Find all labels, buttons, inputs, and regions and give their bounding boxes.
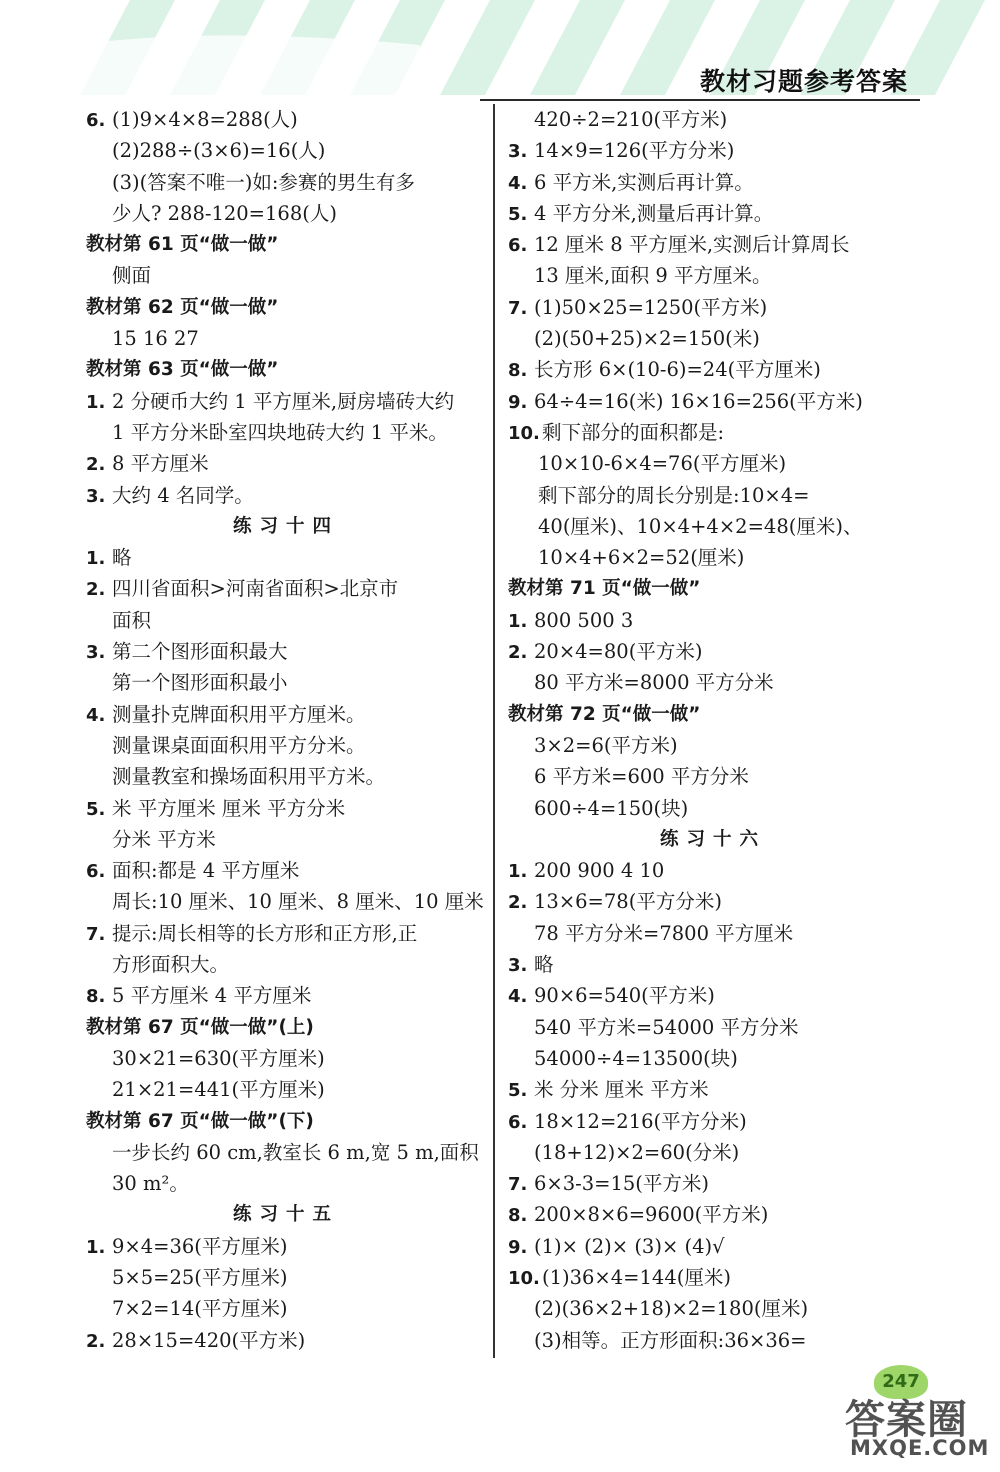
answer-line [86, 1043, 486, 1074]
answer-text: 800 500 3 [534, 608, 634, 632]
answer-line [86, 448, 486, 479]
answer-line [508, 605, 918, 636]
answer-text: 3×2=6(平方米) [534, 733, 678, 757]
answer-line [508, 386, 918, 417]
question-number: 3. [508, 141, 528, 163]
answer-text: 5 平方厘米 4 平方厘米 [112, 984, 312, 1008]
question-number: 1. [86, 391, 106, 413]
answer-text: 8 平方厘米 [112, 452, 209, 476]
answer-text: 14×9=126(平方分米) [534, 139, 735, 163]
answer-line [86, 605, 486, 636]
answer-text: 长方形 6×(10-6)=24(平方厘米) [534, 358, 821, 382]
answer-text: 面积 [112, 608, 152, 632]
left-answer-column [86, 104, 486, 1356]
question-number: 2. [508, 642, 528, 664]
question-number: 6. [508, 1111, 528, 1133]
answer-line [86, 1137, 486, 1168]
answer-text: 78 平方分米=7800 平方厘米 [534, 921, 794, 945]
answer-text: 13 厘米,面积 9 平方厘米。 [534, 264, 772, 288]
watermark-url: MXQE.COM [850, 1436, 990, 1460]
question-number: 3. [86, 642, 106, 664]
answer-text: 64÷4=16(米) 16×16=256(平方米) [534, 389, 863, 413]
exercise-title: 练习十五 [232, 1204, 339, 1226]
answer-line [508, 1106, 918, 1137]
answer-text: 剩下部分的面积都是: [542, 420, 725, 444]
column-divider [493, 104, 495, 1358]
answer-line [86, 855, 486, 886]
answer-text: 方形面积大。 [112, 953, 230, 977]
question-number: 1. [86, 1236, 106, 1258]
answer-line [508, 918, 918, 949]
answer-text: 13×6=78(平方分米) [534, 890, 722, 914]
question-number: 3. [86, 485, 106, 507]
question-number: 1. [86, 548, 106, 570]
answer-line [508, 761, 918, 792]
answer-line [508, 1012, 918, 1043]
answer-line [86, 667, 486, 698]
answer-line [86, 980, 486, 1011]
answer-line [86, 104, 486, 135]
answer-text: 6 平方米,实测后再计算。 [534, 170, 754, 194]
answer-text: (1)9×4×8=288(人) [112, 108, 298, 131]
question-number: 5. [508, 203, 528, 225]
answer-line [508, 229, 918, 260]
answer-line [86, 1262, 486, 1293]
header-title: 教材习题参考答案 [699, 67, 908, 96]
answer-text: 420÷2=210(平方米) [534, 108, 728, 131]
answer-line [508, 135, 918, 166]
question-number: 1. [508, 610, 528, 632]
question-number: 2. [86, 579, 106, 601]
answer-text: 剩下部分的周长分别是:10×4= [538, 483, 810, 507]
answer-line [508, 323, 918, 354]
answer-line [508, 1293, 918, 1324]
answer-text: (2)(50+25)×2=150(米) [534, 327, 760, 351]
answer-text: 提示:周长相等的长方形和正方形,正 [112, 921, 418, 945]
answer-text: 10×10-6×4=76(平方厘米) [538, 452, 787, 476]
answer-line [508, 1043, 918, 1074]
answer-line [86, 542, 486, 573]
answer-text: 第一个图形面积最小 [112, 671, 288, 695]
question-number: 2. [86, 454, 106, 476]
question-number: 4. [508, 172, 528, 194]
answer-text: (3)相等。正方形面积:36×36= [534, 1328, 807, 1352]
answer-text: 90×6=540(平方米) [534, 984, 715, 1008]
answer-line [508, 730, 918, 761]
answer-text: 6×3-3=15(平方米) [534, 1172, 710, 1196]
answer-line [508, 855, 918, 886]
answer-line [86, 1325, 486, 1356]
question-number: 2. [86, 1330, 106, 1352]
question-number: 4. [86, 704, 106, 726]
question-number: 6. [508, 235, 528, 257]
question-number: 5. [508, 1080, 528, 1102]
answer-text: 四川省面积>河南省面积>北京市 [112, 577, 399, 601]
answer-line [508, 292, 918, 323]
answer-text: (1)50×25=1250(平方米) [534, 295, 768, 319]
answer-text: (2)(36×2+18)×2=180(厘米) [534, 1297, 809, 1321]
answer-line [508, 1262, 918, 1293]
answer-line [508, 636, 918, 667]
answer-text: 略 [534, 953, 554, 977]
answer-text: 分米 平方米 [112, 827, 216, 851]
answer-line [508, 448, 918, 479]
answer-text: 一步长约 60 cm,教室长 6 m,宽 5 m,面积 [112, 1140, 479, 1164]
answer-text: (1)36×4=144(厘米) [542, 1265, 731, 1289]
exercise-title: 练习十六 [659, 828, 766, 850]
answer-line [508, 1231, 918, 1262]
answer-line [508, 949, 918, 980]
watermark-logo-text: 答案圈 [845, 1397, 968, 1443]
question-number: 1. [508, 861, 528, 883]
answer-line [508, 480, 918, 511]
answer-line [508, 1199, 918, 1230]
question-number: 8. [86, 986, 106, 1008]
answer-text: 第二个图形面积最大 [112, 640, 288, 664]
question-number: 10. [508, 1267, 540, 1289]
answer-text: 测量扑克牌面积用平方厘米。 [112, 702, 366, 726]
question-number: 9. [508, 1236, 528, 1258]
answer-text: 40(厘米)、10×4+4×2=48(厘米)、 [538, 514, 863, 538]
answer-text: 600÷4=150(块) [534, 796, 689, 820]
answer-line [508, 198, 918, 229]
answer-line [86, 886, 486, 917]
answer-text: 15 16 27 [112, 327, 199, 351]
answer-text: 18×12=216(平方分米) [534, 1109, 747, 1133]
answer-text: 200 900 4 10 [534, 859, 665, 883]
answer-text: 9×4=36(平方厘米) [112, 1234, 288, 1258]
answer-line [86, 1293, 486, 1324]
answer-line [86, 1231, 486, 1262]
answer-line [86, 260, 486, 291]
answer-line [86, 417, 486, 448]
answer-text: 略 [112, 546, 132, 570]
answer-line [508, 417, 918, 448]
answer-text: 侧面 [112, 264, 152, 288]
answer-line [86, 1074, 486, 1105]
answer-text: 5×5=25(平方厘米) [112, 1265, 288, 1289]
answer-line [86, 949, 486, 980]
answer-line [86, 793, 486, 824]
answer-text: 7×2=14(平方厘米) [112, 1297, 288, 1321]
answer-line [508, 104, 918, 135]
answer-line [86, 730, 486, 761]
section-heading: 教材第 67 页“做一做”(下) [86, 1110, 314, 1132]
answer-line [86, 323, 486, 354]
answer-text: 10×4+6×2=52(厘米) [538, 546, 745, 570]
answer-text: 米 分米 厘米 平方米 [534, 1078, 709, 1102]
answer-line [508, 1137, 918, 1168]
answer-line [86, 167, 486, 198]
answer-text: 54000÷4=13500(块) [534, 1046, 738, 1070]
answer-line [508, 167, 918, 198]
answer-line [86, 636, 486, 667]
section-heading: 教材第 61 页“做一做” [86, 234, 279, 256]
answer-text: 80 平方米=8000 平方分米 [534, 671, 774, 695]
answer-text: 少人? 288-120=168(人) [112, 201, 337, 225]
question-number: 8. [508, 360, 528, 382]
question-number: 8. [508, 1205, 528, 1227]
question-number: 6. [86, 110, 106, 131]
answer-line [508, 511, 918, 542]
question-number: 9. [508, 391, 528, 413]
answer-text: 20×4=80(平方米) [534, 640, 703, 664]
section-heading: 教材第 71 页“做一做” [508, 578, 701, 600]
answer-text: 周长:10 厘米、10 厘米、8 厘米、10 厘米 [112, 890, 484, 914]
question-number: 5. [86, 798, 106, 820]
question-number: 10. [508, 422, 540, 444]
answer-text: 30 m²。 [112, 1172, 189, 1196]
answer-text: 1 平方分米卧室四块地砖大约 1 平米。 [112, 420, 448, 444]
answer-text: 面积:都是 4 平方厘米 [112, 859, 300, 883]
answer-line [86, 480, 486, 511]
answer-text: 12 厘米 8 平方厘米,实测后计算周长 [534, 233, 850, 257]
answer-text: 200×8×6=9600(平方米) [534, 1203, 769, 1227]
answer-text: 540 平方米=54000 平方分米 [534, 1015, 799, 1039]
right-answer-column [508, 104, 918, 1356]
answer-line [508, 1168, 918, 1199]
answer-line [508, 793, 918, 824]
answer-text: 21×21=441(平方厘米) [112, 1078, 325, 1102]
question-number: 4. [508, 986, 528, 1008]
answer-line [86, 573, 486, 604]
answer-text: 28×15=420(平方米) [112, 1328, 306, 1352]
answer-text: 4 平方分米,测量后再计算。 [534, 201, 774, 225]
question-number: 6. [86, 861, 106, 883]
answer-text: 测量课桌面面积用平方分米。 [112, 733, 366, 757]
answer-line [508, 1325, 918, 1356]
answer-line [508, 667, 918, 698]
answer-text: 30×21=630(平方厘米) [112, 1046, 325, 1070]
section-heading: 教材第 72 页“做一做” [508, 703, 701, 725]
question-number: 2. [508, 892, 528, 914]
answer-line [508, 980, 918, 1011]
question-number: 3. [508, 955, 528, 977]
header-rule [480, 99, 920, 101]
question-number: 7. [508, 297, 528, 319]
answer-text: (18+12)×2=60(分米) [534, 1140, 740, 1164]
answer-text: (1)× (2)× (3)× (4)√ [534, 1234, 725, 1258]
answer-text: (2)288÷(3×6)=16(人) [112, 139, 326, 163]
answer-line [86, 824, 486, 855]
answer-text: 米 平方厘米 厘米 平方分米 [112, 796, 346, 820]
answer-line [508, 354, 918, 385]
answer-line [86, 699, 486, 730]
answer-line [86, 761, 486, 792]
section-heading: 教材第 67 页“做一做”(上) [86, 1016, 314, 1038]
question-number: 7. [86, 923, 106, 945]
answer-line [86, 198, 486, 229]
answer-text: (3)(答案不唯一)如:参赛的男生有多 [112, 170, 415, 194]
exercise-title: 练习十四 [232, 515, 339, 537]
answer-line [508, 886, 918, 917]
answer-line [508, 542, 918, 573]
answer-line [86, 918, 486, 949]
answer-line [508, 260, 918, 291]
answer-text: 测量教室和操场面积用平方米。 [112, 765, 386, 789]
answer-line [86, 386, 486, 417]
answer-text: 大约 4 名同学。 [112, 483, 254, 507]
answer-line [508, 1074, 918, 1105]
section-heading: 教材第 63 页“做一做” [86, 359, 279, 381]
answer-text: 6 平方米=600 平方分米 [534, 765, 749, 789]
answer-line [86, 1168, 486, 1199]
section-heading: 教材第 62 页“做一做” [86, 296, 279, 318]
answer-text: 2 分硬币大约 1 平方厘米,厨房墙砖大约 [112, 389, 455, 413]
answer-line [86, 135, 486, 166]
page-number-badge: 247 [874, 1365, 928, 1399]
question-number: 7. [508, 1174, 528, 1196]
